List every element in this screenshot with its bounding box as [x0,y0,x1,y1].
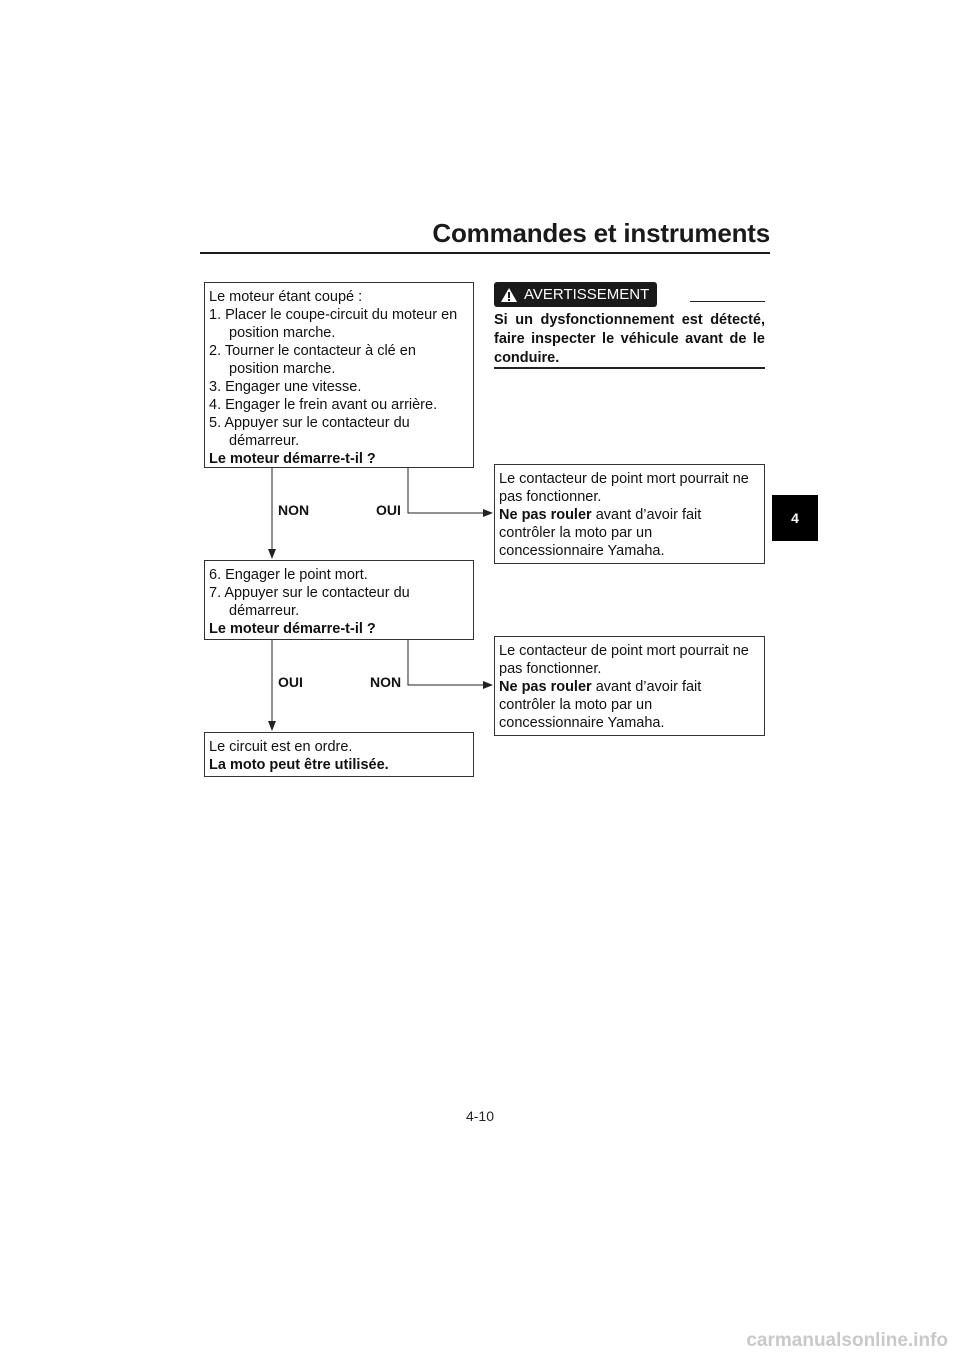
warning-triangle-icon [500,287,518,303]
box2-question: Le moteur démarre-t-il ? [209,621,376,637]
result2-line3: avant d’avoir fait [591,679,702,695]
step-box-initial [204,282,474,468]
result2-bold: Ne pas rouler [499,679,592,695]
box2-step7-cont: démarreur. [229,603,300,619]
result1-line2: pas fonctionner. [499,489,602,505]
result1-line1: Le contacteur de point mort pourrait ne [499,471,749,487]
box3-line2: La moto peut être utilisée. [209,757,389,773]
page-number: 4-10 [465,1108,495,1124]
result2-line1: Le contacteur de point mort pourrait ne [499,643,749,659]
result-box-neutral-switch-1 [494,464,765,564]
box1-step2-cont: position marche. [229,361,336,377]
chapter-tab: 4 [772,495,818,541]
box1-step4: 4. Engager le frein avant ou arrière. [209,397,438,413]
box1-question: Le moteur démarre-t-il ? [209,451,376,467]
box2-step7: 7. Appuyer sur le contacteur du [209,585,410,601]
box1-step3: 3. Engager une vitesse. [209,379,362,395]
warning-badge [494,282,657,307]
connector-oui-1 [408,468,492,513]
box1-intro: Le moteur étant coupé : [209,289,363,305]
branch2-oui-label: OUI [278,674,303,690]
result1-line5: concessionnaire Yamaha. [499,543,665,559]
result1-bold: Ne pas rouler [499,507,592,523]
warning-bottom-rule [494,367,765,369]
watermark: carmanualsonline.info [746,1330,948,1351]
box1-step1: 1. Placer le coupe-circuit du moteur en [209,307,458,323]
box1-step5: 5. Appuyer sur le contacteur du [209,415,410,431]
step-box-neutral [204,560,474,640]
connector-non-2 [408,640,492,685]
box2-step6: 6. Engager le point mort. [209,567,368,583]
box1-step2: 2. Tourner le contacteur à clé en [209,343,416,359]
box3-line1: Le circuit est en ordre. [209,739,353,755]
page-title: Commandes et instruments [432,218,770,248]
result2-line5: concessionnaire Yamaha. [499,715,665,731]
branch2-non-label: NON [370,674,402,690]
branch1-oui-label: OUI [376,502,401,518]
box1-step5-cont: démarreur. [229,433,300,449]
result-box-neutral-switch-2 [494,636,765,736]
result2-line2: pas fonctionner. [499,661,602,677]
branch1-non-label: NON [278,502,310,518]
step-box-circuit-ok [204,732,474,777]
result1-line3: avant d’avoir fait [591,507,702,523]
result1-line4: contrôler la moto par un [499,525,653,541]
warning-label: AVERTISSEMENT [524,286,650,303]
warning-top-rule [690,301,765,302]
warning-text: Si un dysfonctionnement est détecté, faire inspecter le véhicule avant de le conduire. [494,312,765,366]
box1-step1-cont: position marche. [229,325,336,341]
result2-line4: contrôler la moto par un [499,697,653,713]
